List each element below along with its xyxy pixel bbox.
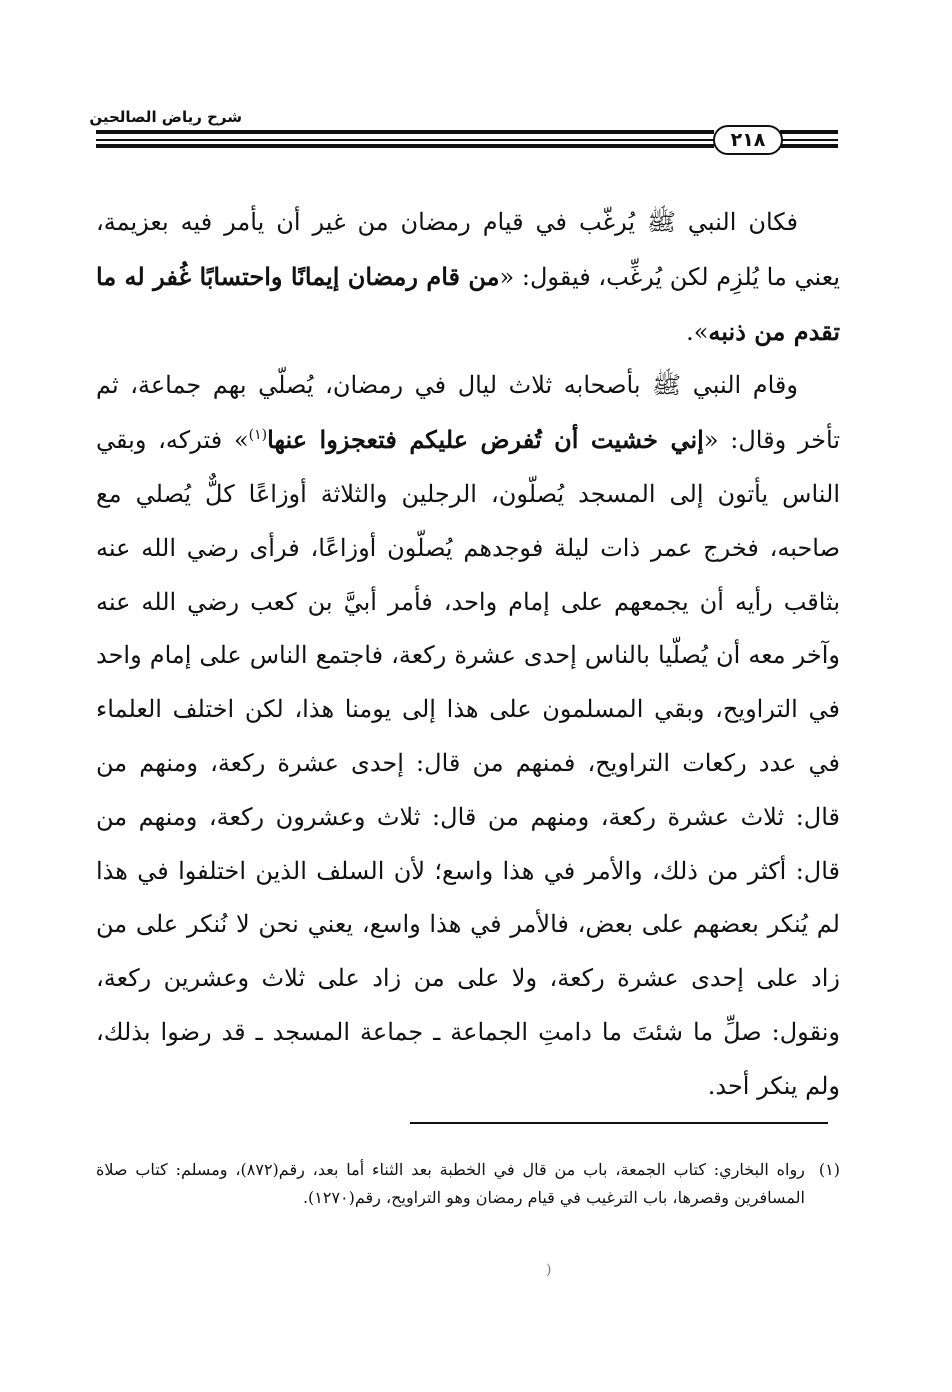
footnotes: [96, 1156, 840, 1212]
footnote-reference[interactable]: (١): [248, 427, 268, 444]
page-number: ٢١٨: [713, 125, 783, 155]
paragraph-2-text: وقام النبي ﷺ بأصحابه ثلاث ليال في رمضان، يُصلّي بهم جماعة، ثم تأخر وقال: «: [96, 371, 840, 455]
footnote-text: رواه البخاري: كتاب الجمعة، باب من قال في الخطبة بعد الثناء أما بعد، رقم(٨٧٢)، ومسلم: كتاب صلاة المسافرين وقصرها، باب الترغيب في قيام رمضان وهو التراويح، رقم(١٢٧٠).: [96, 1160, 805, 1207]
running-header-title: شرح رياض الصالحين: [89, 108, 242, 126]
header-rule-thick: [96, 130, 714, 134]
footnote-1: [96, 1156, 840, 1212]
stray-print-mark: (: [546, 1262, 552, 1278]
header-rule-thin: [96, 139, 714, 141]
hadith-quote-1: من قام رمضان إيمانًا واحتسابًا غُفر له ما تقدم من ذنبه: [96, 261, 840, 346]
header-rule-thick-lower: [96, 144, 714, 148]
footnote-marker: (١): [818, 1160, 840, 1179]
paragraph-2: [96, 359, 840, 1113]
header-rule-right-thick-lower: [780, 144, 838, 148]
paragraph-2-body: » فتركه، وبقي الناس يأتون إلى المسجد يُصلّون، الرجلين والثلاثة أوزاعًا كلٌّ يُصلي مع صاحبه، فخرج عمر ذات ليلة فوجدهم يُصلّون أوزاعًا، فرأى رضي الله عنه بثاقب رأيه أن يجمعهم على إمام واحد، فأمر أبيَّ بن كعب رضي الله عنه وآخر معه أن يُصلّيا بالناس إحدى عشرة ركعة، فاجتمع الناس على إمام واحد في التراويح، وبقي المسلمون على هذا إلى يومنا هذا، لكن اختلف العلماء في عدد ركعات التراويح، فمنهم من قال: إحدى عشرة ركعة، ومنهم من قال: ثلاث عشرة ركعة، ومنهم من قال: ثلاث وعشرون ركعة، ومنهم من قال: أكثر من ذلك، والأمر في هذا واسع؛ لأن السلف الذين اختلفوا في هذا لم يُنكر بعضهم على بعض، فالأمر في هذا واسع، يعني نحن لا نُنكر على من زاد على إحدى عشرة ركعة، ولا على من زاد على ثلاث وعشرين ركعة، ونقول: صلِّ ما شئتَ ما دامتِ الجماعة ـ جماعة المسجد ـ قد رضوا بذلك، ولم ينكر أحد.: [96, 426, 841, 1100]
header-rule-right-thin: [780, 139, 838, 141]
main-text: [96, 196, 840, 1114]
paragraph-1-close: ».: [686, 317, 709, 346]
header-rule-right-thick: [780, 130, 838, 134]
footnote-separator: [410, 1122, 828, 1124]
paragraph-1: [96, 196, 840, 359]
paragraph-1-text: فكان النبي ﷺ يُرغّب في قيام رمضان من غير أن يأمر فيه بعزيمة، يعني ما يُلزِم لكن يُرغِّب، فيقول: «: [96, 208, 840, 291]
hadith-quote-2: إني خشيت أن تُفرض عليكم فتعجزوا عنها: [267, 425, 704, 455]
